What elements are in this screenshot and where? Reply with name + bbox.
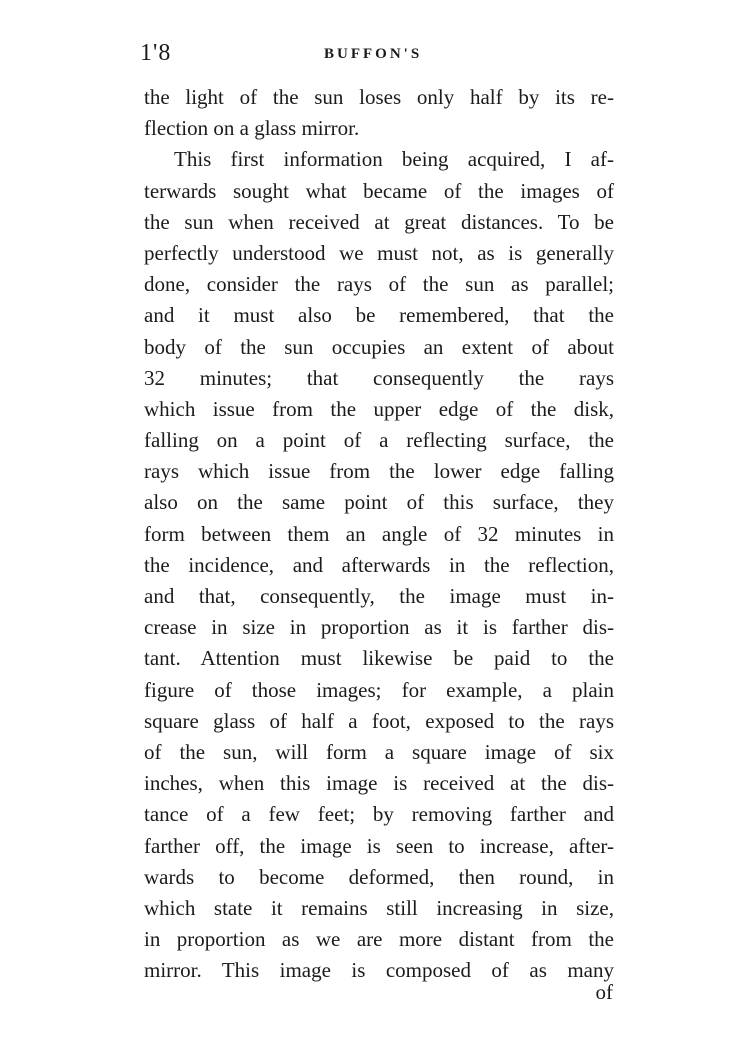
text-line: perfectly understood we must not, as is generally — [144, 240, 614, 265]
text-line: of the sun, will form a square image of six — [144, 739, 614, 764]
running-head: BUFFON'S — [324, 46, 423, 62]
text-line: terwards sought what became of the images of — [144, 178, 614, 203]
page-header — [140, 40, 614, 70]
text-line: which issue from the upper edge of the disk, — [144, 396, 614, 421]
text-line: and that, consequently, the image must in- — [144, 584, 614, 608]
catchword: of — [595, 980, 613, 1004]
text-line: This first information being acquired, I af- — [174, 147, 614, 172]
text-line: falling on a point of a reflecting surface, the — [144, 428, 614, 453]
text-line: which state it remains still increasing in size, — [144, 895, 614, 920]
body-text — [144, 82, 614, 986]
text-line: and it must also be remembered, that the — [144, 303, 614, 328]
text-line: tant. Attention must likewise be paid to the — [144, 646, 614, 671]
text-line: farther off, the image is seen to increase, after- — [144, 833, 614, 858]
text-line: done, consider the rays of the sun as parallel; — [144, 272, 614, 297]
text-line: body of the sun occupies an extent of about — [144, 334, 614, 359]
text-line: figure of those images; for example, a plain — [144, 677, 614, 702]
text-line: tance of a few feet; by removing farther and — [144, 802, 614, 827]
text-line: form between them an angle of 32 minutes in — [144, 521, 614, 546]
text-line: the sun when received at great distances. To be — [144, 209, 614, 234]
text-line: wards to become deformed, then round, in — [144, 864, 614, 889]
text-line: the incidence, and afterwards in the reflection, — [144, 552, 614, 577]
text-line: also on the same point of this surface, they — [144, 490, 614, 515]
page-number: 1'8 — [140, 40, 172, 66]
text-line: in proportion as we are more distant from the — [144, 927, 614, 952]
text-line: rays which issue from the lower edge falling — [144, 459, 614, 484]
text-line: inches, when this image is received at the dis- — [144, 771, 614, 796]
text-line: flection on a glass mirror. — [144, 116, 360, 141]
text-line: square glass of half a foot, exposed to the rays — [144, 708, 614, 733]
text-line: 32 minutes; that consequently the rays — [144, 365, 614, 390]
text-line: mirror. This image is composed of as many — [144, 958, 614, 983]
text-line: the light of the sun loses only half by its re- — [144, 85, 614, 109]
text-line: crease in size in proportion as it is farther dis- — [144, 615, 614, 640]
